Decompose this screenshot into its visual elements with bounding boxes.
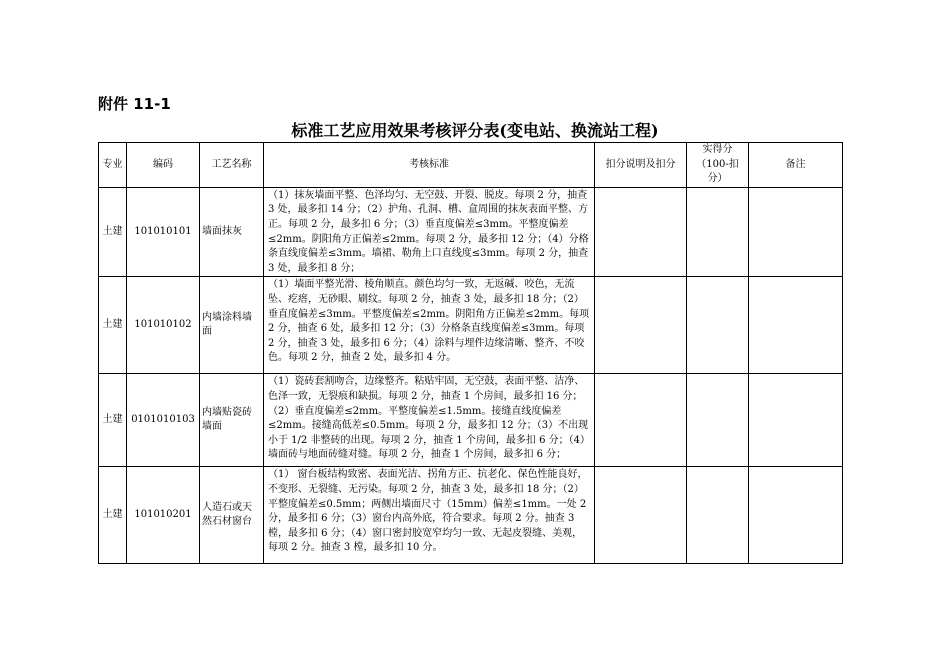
table-row bbox=[99, 467, 843, 564]
row-process: 内墙贴瓷砖墙面 bbox=[200, 374, 264, 467]
row-process: 人造石或天然石材窗台 bbox=[200, 467, 264, 564]
score-table bbox=[98, 142, 843, 564]
row-code: 101010101 bbox=[127, 187, 200, 277]
row-code: 101010102 bbox=[127, 277, 200, 374]
row-remark bbox=[749, 187, 843, 277]
table-row bbox=[99, 277, 843, 374]
row-process: 内墙涂料墙面 bbox=[200, 277, 264, 374]
row-process: 墙面抹灰 bbox=[200, 187, 264, 277]
table-row bbox=[99, 374, 843, 467]
row-criteria: （1） 窗台板结构致密、表面光洁、拐角方正、抗老化、保色性能良好，不变形、无裂缝、无污染。每项 2 分，抽查 3 处，最多扣 18 分；（2） 平整度偏差≤0.5mm；两侧出墙面尺寸（15mm）偏差≤1mm。一处 2 分，最多扣 6 分；（3）窗台内高外底，符合要求。每项 2 分。抽查 3 樘，最多扣 6 分；（4）窗口密封胶宽窄均匀一致、无起皮裂缝、美观，每项 2 分。抽查 3 樘，最多扣 10 分。 bbox=[264, 467, 595, 564]
row-major: 土建 bbox=[99, 277, 127, 374]
row-score bbox=[687, 374, 749, 467]
header-code: 编码 bbox=[127, 143, 200, 188]
row-remark bbox=[749, 374, 843, 467]
header-major: 专业 bbox=[99, 143, 127, 188]
row-remark bbox=[749, 467, 843, 564]
row-deduction bbox=[595, 187, 687, 277]
header-criteria: 考核标准 bbox=[264, 143, 595, 188]
row-criteria: （1）墙面平整光滑、棱角顺直。颜色均匀一致，无返碱、咬色，无流坠、疙瘩，无砂眼、刷纹。每项 2 分，抽查 3 处，最多扣 18 分；（2）垂直度偏差≤3mm。平整度偏差≤2mm。阴阳角方正偏差≤2mm。每项 2 分，抽查 6 处，最多扣 12 分；（3）分格条直线度偏差≤3mm。每项 2 分，抽查 3 处，最多扣 6 分；（4）涂料与埋件边缘清晰、整齐、不咬色。每项 2 分，抽查 2 处，最多扣 4 分。 bbox=[264, 277, 595, 374]
row-score bbox=[687, 277, 749, 374]
table-row bbox=[99, 187, 843, 277]
row-score bbox=[687, 467, 749, 564]
document-title: 标准工艺应用效果考核评分表(变电站、换流站工程) bbox=[291, 121, 659, 140]
row-major: 土建 bbox=[99, 187, 127, 277]
row-deduction bbox=[595, 374, 687, 467]
header-score: 实得分（100-扣分） bbox=[687, 143, 749, 188]
row-remark bbox=[749, 277, 843, 374]
row-deduction bbox=[595, 467, 687, 564]
table-header-row bbox=[99, 143, 843, 188]
row-deduction bbox=[595, 277, 687, 374]
row-score bbox=[687, 187, 749, 277]
attachment-label: 附件 11-1 bbox=[98, 95, 171, 113]
row-code: 101010201 bbox=[127, 467, 200, 564]
row-code: 0101010103 bbox=[127, 374, 200, 467]
header-deduction: 扣分说明及扣分 bbox=[595, 143, 687, 188]
row-criteria: （1）抹灰墙面平整、色泽均匀、无空鼓、开裂、脱皮。每项 2 分，抽查 3 处，最多扣 14 分；（2）护角、孔洞、槽、盒周围的抹灰表面平整、方正。每项 2 分，最多扣 6 分；（3）垂直度偏差≤3mm。平整度偏差≤2mm。阴阳角方正偏差≤2mm。每项 2 分，最多扣 12 分；（4）分格条直线度偏差≤3mm。墙裙、勒角上口直线度≤3mm。每项 2 分，抽查 3 处，最多扣 8 分； bbox=[264, 187, 595, 277]
row-major: 土建 bbox=[99, 374, 127, 467]
row-major: 土建 bbox=[99, 467, 127, 564]
header-process: 工艺名称 bbox=[200, 143, 264, 188]
header-remark: 备注 bbox=[749, 143, 843, 188]
row-criteria: （1）瓷砖套割吻合，边缘整齐。粘贴牢固，无空鼓，表面平整、洁净、色泽一致，无裂痕和缺损。每项 2 分，抽查 1 个房间，最多扣 16 分；（2）垂直度偏差≤2mm。平整度偏差≤1.5mm。接缝直线度偏差≤2mm。接缝高低差≤0.5mm。每项 2 分，最多扣 12 分；（3）不出现小于 1/2 非整砖的出现。每项 2 分，抽查 1 个房间，最多扣 6 分；（4）墙面砖与地面砖缝对缝。每项 2 分，抽查 1 个房间，最多扣 6 分； bbox=[264, 374, 595, 467]
